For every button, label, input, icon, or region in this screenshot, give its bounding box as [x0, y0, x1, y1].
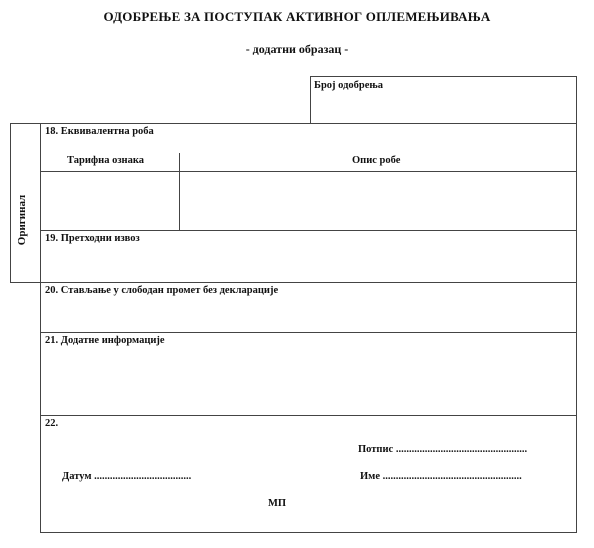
section-21-label: 21. Додатне информације [45, 335, 165, 346]
section-21-bottom-divider [40, 415, 577, 416]
section-18-bottom-divider [40, 230, 577, 231]
approval-number-label: Број одобрења [314, 80, 384, 91]
goods-description-header: Опис робе [352, 155, 401, 166]
signature-field: Потпис .................................................. [358, 444, 528, 455]
name-field: Име ..................................................... [360, 471, 522, 482]
section-19-bottom-divider [40, 282, 577, 283]
document-title: ОДОБРЕЊЕ ЗА ПОСТУПАК АКТИВНОГ ОПЛЕМЕЊИВАЊА [103, 9, 491, 24]
original-side-label-wrap [8, 170, 36, 270]
section-20-bottom-divider [40, 332, 577, 333]
document-subtitle: - додатни образац - [245, 42, 349, 56]
section-20-label: 20. Стављање у слободан промет без декларације [45, 285, 279, 296]
section-19-label: 19. Претходни извоз [45, 233, 140, 244]
stamp-label: МП [268, 498, 287, 509]
section-18-label: 18. Еквивалентна роба [45, 126, 154, 137]
tariff-code-header: Тарифна ознака [67, 155, 144, 166]
approval-number-box [310, 76, 577, 124]
date-field: Датум ..................................... [62, 471, 192, 482]
original-side-label: Оригинал [16, 194, 29, 246]
section-18-header-divider [40, 171, 577, 172]
section-18-column-divider [179, 153, 180, 230]
section-22-label: 22. [45, 418, 59, 429]
